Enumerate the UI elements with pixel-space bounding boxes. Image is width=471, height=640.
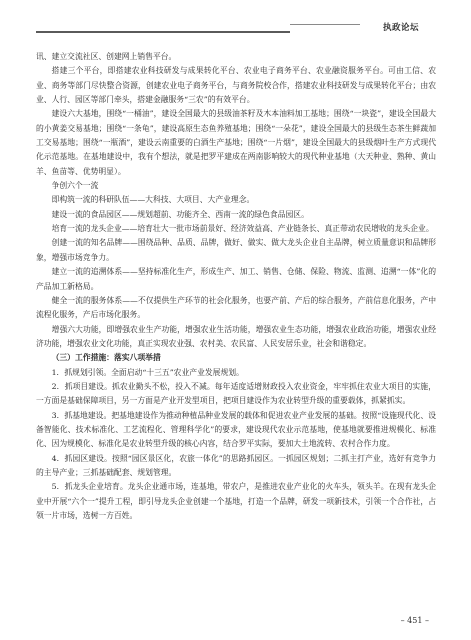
paragraph: 搭建三个平台，即搭建农业科技研发与成果转化平台、农业电子商务平台、农业融资服务平台。可由工信、农业、商务等部门尽快整合资源，创建农业电子商务平台，与商务院校合作，搭建农业科技研发与成果转化平台；由农业、人行、园区等部门牵头，搭建金融服务“三农”的有效平台。 [36, 66, 436, 105]
paragraph: 建立一流的追溯体系——坚持标准化生产，形成生产、加工、销售、仓储、保险、物流、监测、追溯“一体”化的产品加工新格局。 [36, 267, 436, 291]
paragraph: 增强六大功能，即增强农业生产功能，增强农业生活功能，增强农业生态功能，增强农业政治功能，增强农业经济功能，增强农业文化功能，真正实现农业强、农村美、农民富、人民安居乐业，社会和谐稳定。 [36, 324, 436, 348]
paragraph: 争创六个一流 [51, 181, 99, 191]
paragraph: 建设六大基地，围绕“一桶油”，建设全国最大的县级油茶籽及木本油料加工基地；围绕“一块瓷”，建设全国最大的小黄姜交易基地；围绕“一条龟”，建设高原生态鱼养殖基地；围绕“一朵花”，建设全国最大的县级生态茶生鲜蔬加工交易基地；围绕“一瓶酒”，建设云南重要的白酒生产基地；围绕“一片烟”，建设全国最大的县级烟叶生产方式现代化示范基地。在基地建设中，我有个想法，就是把罗平建成在两南影响较大的现代种业基地（大天种业、熟种、黄山羊、鱼苗等、优势明显）。 [36, 109, 436, 176]
section-heading: （三）工作措施：落实八项举措 [51, 353, 161, 363]
paragraph: 5．抓龙头企业培育。龙头企业通市场，连基地，带农户，是推进农业产业化的火车头，领头羊。在现有龙头企业中开展“六个一”提升工程，即引导龙头企业创建一个基地，打造一个品牌，研发一项新技术，引领一个合作社，占领一片市场，选树一方百姓。 [36, 482, 436, 520]
page-number: – 451 – [400, 616, 429, 625]
header-ornament [290, 24, 360, 39]
header-rule [36, 31, 290, 33]
paragraph: 4．抓园区建设。按照“园区景区化，农旅一体化”的思路抓园区。一抓园区规划；二抓主打产业，选好有竞争力的主导产业；三抓基础配套、规划管理。 [36, 453, 436, 477]
paragraph: 2．抓项目建设。抓农业勤头不松，投入不减。每年适度适增财政投入农业资金，牢牢抓住农业大项目的实施，一方面是基础保障项目，另一方面是产业开发型项目，把项目建设作为农业转型升级的重要载体，抓紧抓实。 [36, 381, 436, 406]
paragraph: 1．抓规划引领。全面启动“十三五”农业产业发展规划。 [51, 367, 244, 377]
paragraph: 即构筑一流的科研队伍——大科技、大项目、大产业理念。 [51, 195, 255, 205]
paragraph: 3．抓基地建设。把基地建设作为推动种植品种业发展的载体和促进农业产业发展的基础。按照“设施现代化、设备智能化、技术标准化、工艺流程化、管理科学化”的要求，建设现代农业示范基地，使基地就要推进规模化、标准化、因为规模化、标准化是农业转型升级的核心内容，结合罗平实际，要加大土地流转、农村合作力度。 [36, 410, 436, 449]
paragraph: 创建一流的知名品牌——围绕品种、品质、品牌，做好、做实、做大龙头企业自主品牌，树立质量意识和品牌形象，增强市场竞争力。 [36, 238, 436, 262]
article-body [36, 50, 436, 523]
paragraph: 培育一流的龙头企业——培育壮大一批市场前景好、经济效益高、产业链条长、真正带动农民增收的龙头企业。 [51, 224, 434, 234]
paragraph: 建设一流的食品园区——规划超前、功能齐全、西南一流的绿色食品园区。 [51, 209, 309, 219]
column-label: 执政论坛 [382, 23, 419, 33]
paragraph: 健全一流的服务体系——不仅提供生产环节的社会化服务，也要产前、产后的综合服务，产前信息化服务，产中流程化服务，产后市场化服务。 [36, 295, 436, 320]
paragraph: 讯、建立交流社区、创建网上销售平台。 [36, 52, 177, 61]
